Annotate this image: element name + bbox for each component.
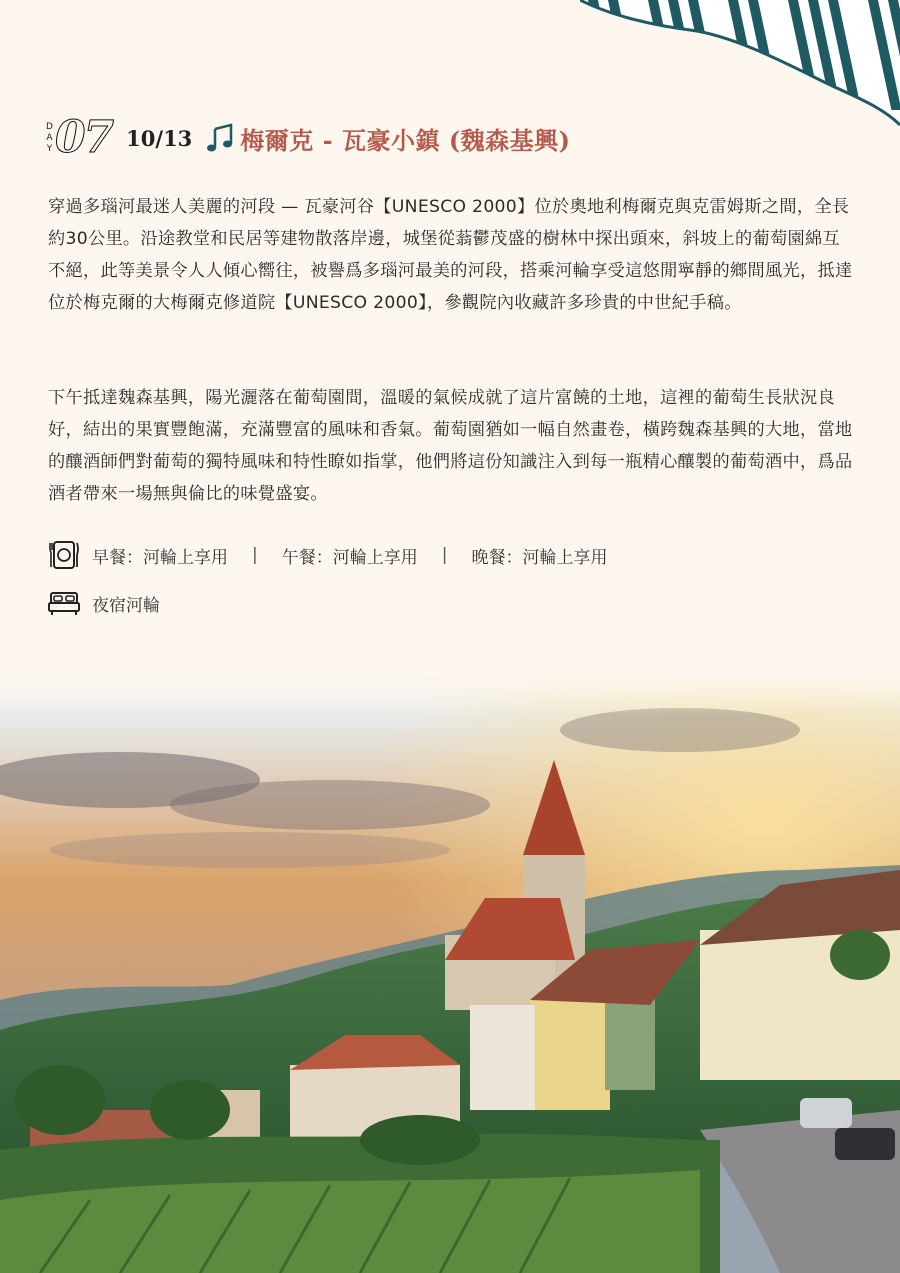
piano-key <box>586 0 622 110</box>
meals-row <box>48 538 607 572</box>
paragraph-wachau: 穿過多瑙河最迷人美麗的河段 — 瓦豪河谷【UNESCO 2000】位於奧地利梅爾克與克雷姆斯之間，全長約30公里。沿途教堂和民居等建物散落岸邊，城堡從蓊鬱茂盛的樹林中探出頭來，斜坡上的葡萄園綿互不絕，此等美景令人人傾心嚮往，被譽爲多瑙河最美的河段，搭乘河輪享受這悠閒寧靜的鄉間風光，抵達位於梅克爾的大梅爾克修道院【UNESCO 2000】，參觀院內收藏許多珍貴的中世紀手稿。 <box>48 197 853 313</box>
lunch-info: 午餐：河輪上享用 <box>281 547 418 568</box>
music-note-icon <box>206 123 234 153</box>
day-label <box>46 122 53 155</box>
day-label-letter: D <box>46 121 53 132</box>
dinner-info: 晚餐：河輪上享用 <box>471 547 608 568</box>
paragraph-weissenkirchen: 下午抵達魏森基興，陽光灑落在葡萄園間，溫暖的氣候成就了這片富饒的土地，這裡的葡萄生長狀況良好，結出的果實豐飽滿，充滿豐富的風味和香氣。葡萄園猶如一幅自然畫卷，橫跨魏森基興的大地，當地的釀酒師們對葡萄的獨特風味和特性瞭如指掌，他們將這份知識注入到每一瓶精心釀製的葡萄酒中，爲品酒者帶來一場無與倫比的味覺盛宴。 <box>48 388 853 504</box>
weissenkirchen-village-photo <box>0 670 900 1273</box>
bed-icon <box>48 587 80 619</box>
breakfast-info: 早餐：河輪上享用 <box>92 547 228 568</box>
day-label-letter: A <box>46 132 53 143</box>
separator: | <box>252 545 258 565</box>
stay-row <box>48 586 160 620</box>
page-title: 梅爾克 - 瓦豪小鎮 (魏森基興) <box>240 125 571 155</box>
day-header <box>46 108 571 168</box>
day-label-letter: Y <box>46 143 53 154</box>
date: 10/13 <box>126 125 193 151</box>
piano-keys-decoration <box>580 0 900 130</box>
day-number: 07 <box>54 112 113 163</box>
fork-knife-plate-icon <box>48 539 80 571</box>
separator: | <box>441 545 448 565</box>
stay-info: 夜宿河輪 <box>92 595 160 616</box>
